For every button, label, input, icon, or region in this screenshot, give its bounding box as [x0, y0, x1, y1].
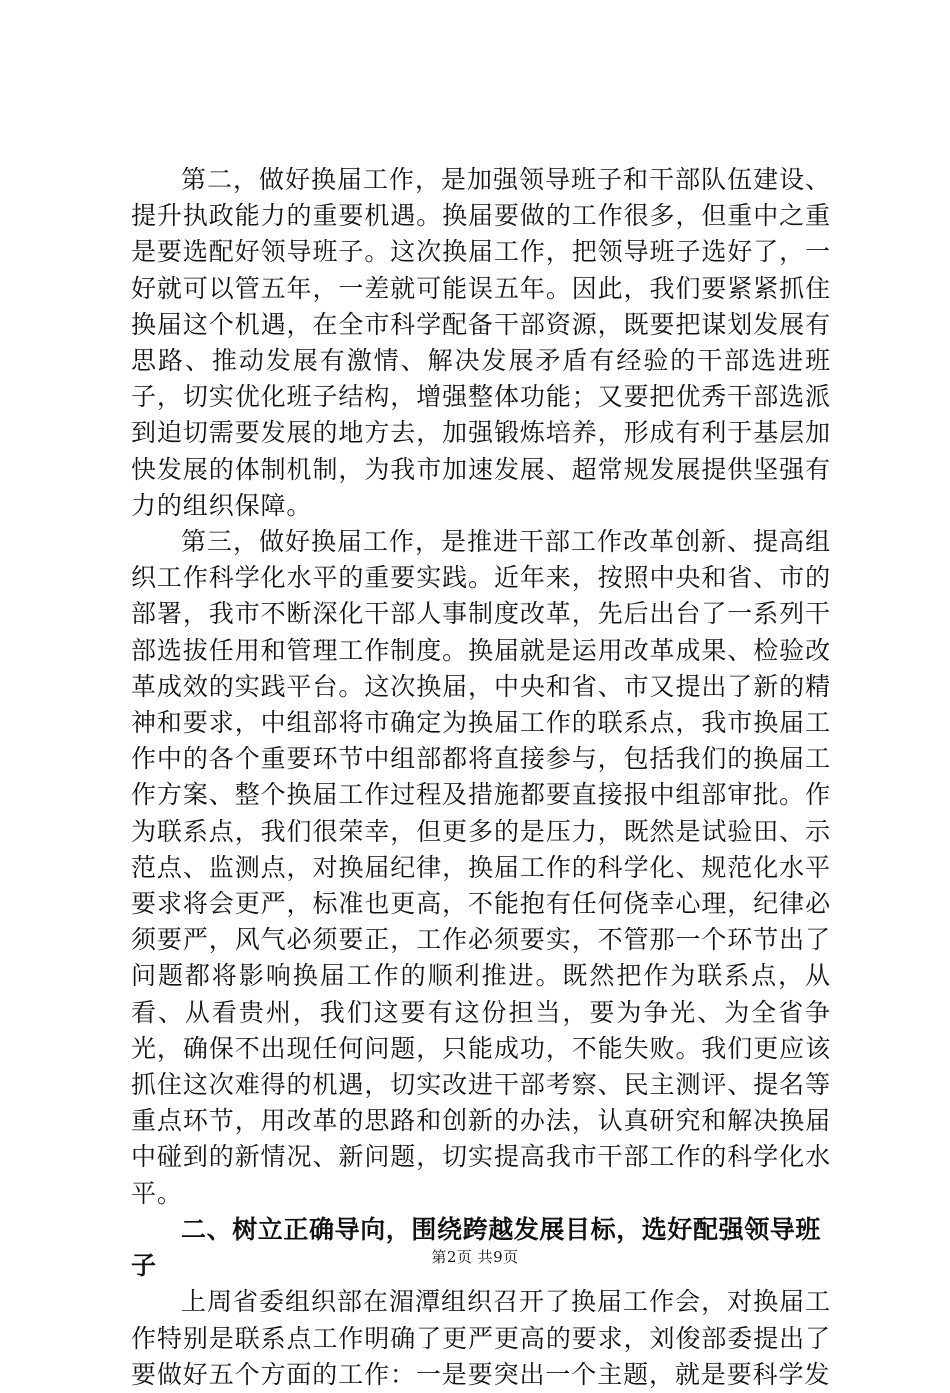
paragraph-third: 第三，做好换届工作，是推进干部工作改革创新、提高组织工作科学化水平的重要实践。近年来，按照中央和省、市的部署，我市不断深化干部人事制度改革，先后出台了一系列干部选拔任用和管理工作制度。换届就是运用改革成果、检验改革成效的实践平台。这次换届，中央和省、市又提出了新的精神和要求，中组部将市确定为换届工作的联系点，我市换届工作中的各个重要环节中组部都将直接参与，包括我们的换届工作方案、整个换届工作过程及措施都要直接报中组部审批。作为联系点，我们很荣幸，但更多的是压力，既然是试验田、示范点、监测点，对换届纪律，换届工作的科学化、规范化水平要求将会更严，标准也更高，不能抱有任何侥幸心理，纪律必须要严，风气必须要正，工作必须要实，不管那一个环节出了问题都将影响换届工作的顺利推进。既然把作为联系点，从看、从看贵州，我们这要有这份担当，要为争光、为全省争光，确保不出现任何问题，只能成功，不能失败。我们更应该抓住这次难得的机遇，切实改进干部考察、民主测评、提名等重点环节，用改革的思路和创新的办法，认真研究和解决换届中碰到的新情况、新问题，切实提高我市干部工作的科学化水平。 — [131, 527, 831, 1208]
section-heading: 二、树立正确导向，围绕跨越发展目标，选好配强领导班子 — [131, 1214, 822, 1281]
document-body — [131, 162, 831, 1393]
paragraph-second: 第二，做好换届工作，是加强领导班子和干部队伍建设、提升执政能力的重要机遇。换届要做的工作很多，但重中之重是要选配好领导班子。这次换届工作，把领导班子选好了，一好就可以管五年，一差就可能误五年。因此，我们要紧紧抓住换届这个机遇，在全市科学配备干部资源，既要把谋划发展有思路、推动发展有激情、解决发展矛盾有经验的干部选进班子，切实优化班子结构，增强整体功能；又要把优秀干部选派到迫切需要发展的地方去，加强锻炼培养，形成有利于基层加快发展的体制机制，为我市加速发展、超常规发展提供坚强有力的组织保障。 — [131, 165, 831, 520]
paragraph-section-intro: 上周省委组织部在湄潭组织召开了换届工作会，对换届工作特别是联系点工作明确了更严更高的要求，刘俊部委提出了要做好五个方面的工作：一是要突出一个主题，就是要科学发 — [131, 1287, 831, 1389]
page-number-label: 第2页 共9页 — [431, 1248, 519, 1266]
page-footer — [0, 1246, 950, 1267]
